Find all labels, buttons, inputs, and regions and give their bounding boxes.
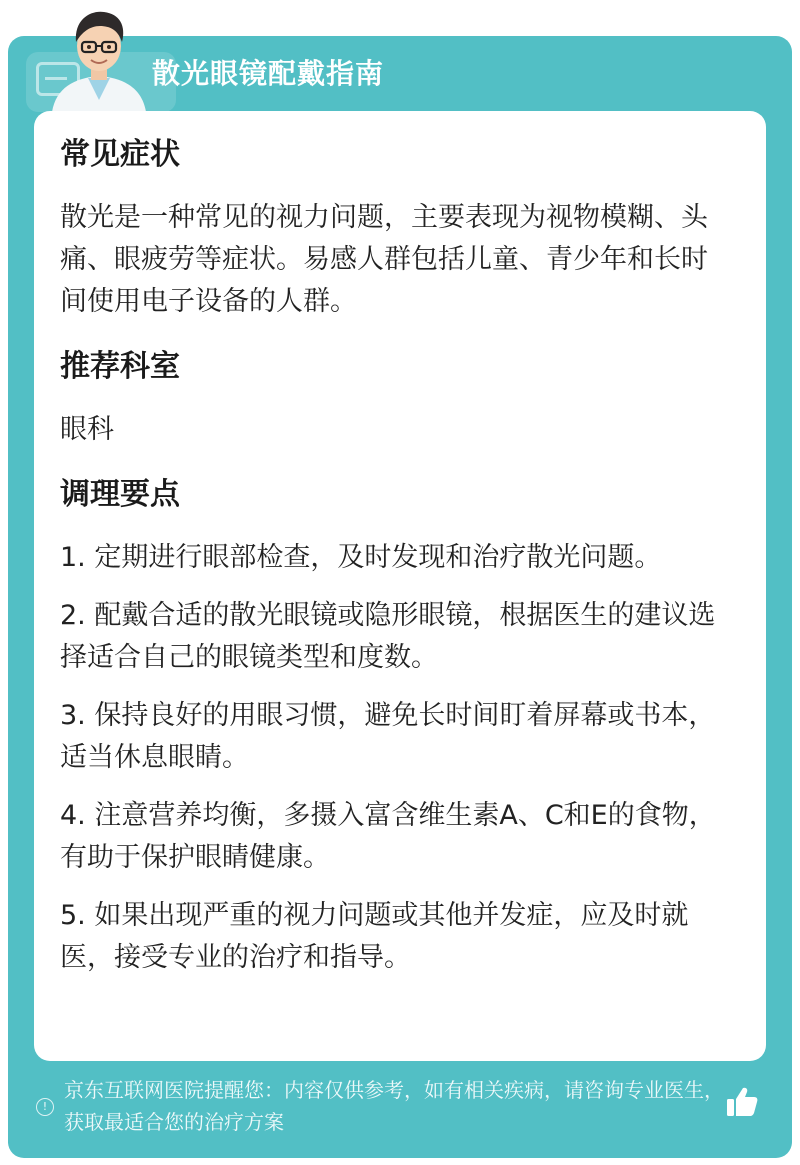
symptoms-title: 常见症状 [60, 137, 180, 172]
care-title: 调理要点 [60, 477, 180, 512]
content-card [34, 111, 766, 1061]
department-title: 推荐科室 [60, 349, 180, 384]
symptoms-text: 散光是一种常见的视力问题，主要表现为视物模糊、头痛、眼疲劳等症状。易感人群包括儿童、青少年和长时间使用电子设备的人群。 [60, 202, 708, 317]
thumbs-up-icon[interactable] [724, 1084, 760, 1120]
info-icon: ! [36, 1098, 54, 1116]
page-title: 散光眼镜配戴指南 [152, 57, 385, 90]
list-item: 3. 保持良好的用眼习惯，避免长时间盯着屏幕或书本，适当休息眼睛。 [60, 700, 716, 773]
list-item: 5. 如果出现严重的视力问题或其他并发症，应及时就医，接受专业的治疗和指导。 [60, 900, 689, 973]
list-item: 2. 配戴合适的散光眼镜或隐形眼镜，根据医生的建议选择适合自己的眼镜类型和度数。 [60, 600, 716, 673]
content-body [60, 135, 730, 995]
department-text: 眼科 [60, 414, 114, 445]
list-item: 4. 注意营养均衡，多摄入富含维生素A、C和E的食物，有助于保护眼睛健康。 [60, 800, 716, 873]
disclaimer-text: 京东互联网医院提醒您：内容仅供参考，如有相关疾病，请咨询专业医生，获取最适合您的治疗方案 [64, 1078, 724, 1134]
list-item: 1. 定期进行眼部检查，及时发现和治疗散光问题。 [60, 542, 662, 573]
doctor-avatar [44, 4, 154, 112]
